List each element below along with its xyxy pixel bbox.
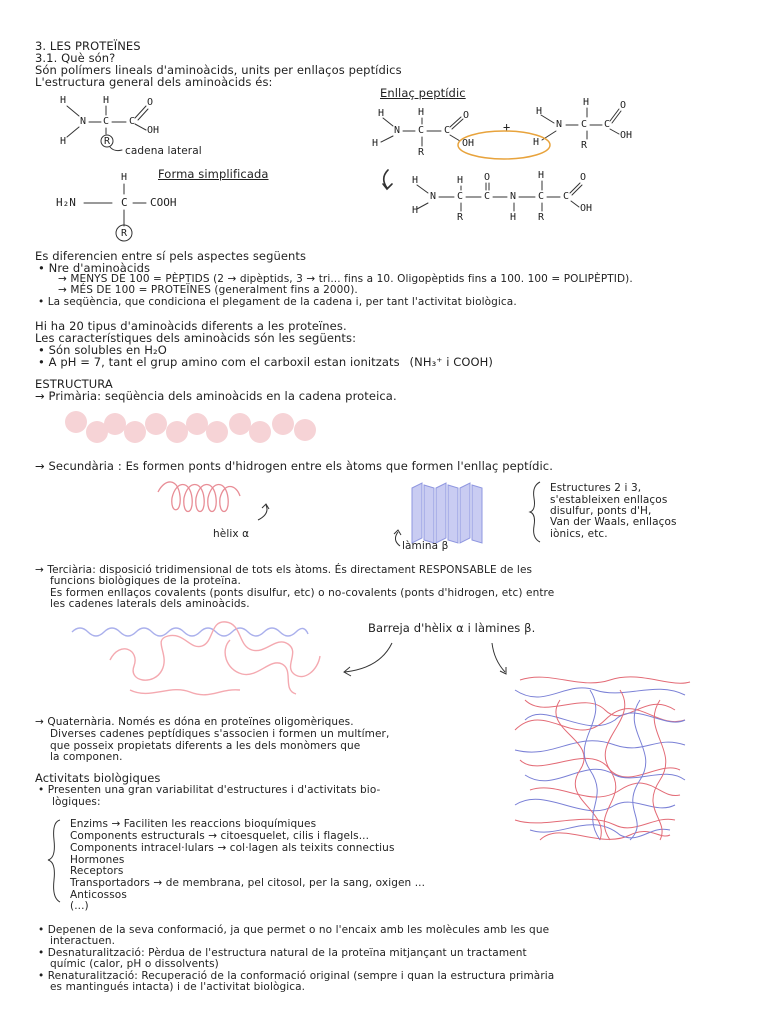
tertiary-line-3: Es formen enllaços covalents (ponts disulfur, etc) o no-covalents (ponts d'hidrogen, etc) entre [50,587,555,599]
activities-bullet-1b: interactuen. [50,935,116,947]
atom-r: R [418,147,425,158]
primary-structure: → Primària: seqüència dels aminoàcids en la cadena proteica. [35,389,397,403]
activities-bullet-1: • Depenen de la seva conformació, ja que permet o no l'encaix amb les molècules amb les que [38,924,550,936]
sheet-label: làmina β [402,540,449,552]
atom-h2n: H₂N [56,196,76,209]
activities-heading: Activitats biològiques [35,771,161,785]
atom-cooh: COOH [150,196,177,209]
atom-h: H [60,136,67,147]
aa-types-line-4 [38,356,493,369]
tertiary-line-4: les cadenes laterals dels aminoàcids. [50,598,250,610]
note-line: Van der Waals, enllaços [550,516,677,528]
atom-c: C [538,191,545,202]
list-item: (...) [70,900,89,912]
subsection-title: 3.1. Què són? [35,51,116,65]
aa-types-line-4-text: • A pH = 7, tant el grup amino com el carboxil estan ionitzats [38,355,400,369]
activities-intro-2: lògiques: [52,796,101,808]
list-item: Transportadors → de membrana, pel citosol, per la sang, oxigen ... [70,877,426,889]
atom-c: C [484,191,491,202]
atom-r: R [121,228,128,239]
atom-c: C [563,191,570,202]
atom-n: N [510,191,517,202]
atom-r: R [538,212,545,223]
atom-h: H [121,172,128,183]
activities-bullet-2b: químic (calor, pH o dissolvents) [50,958,219,970]
atom-h: H [510,212,517,223]
side-chain-label: cadena lateral [125,145,202,157]
intro-line-2: L'estructura general dels aminoàcids és: [35,75,273,89]
differences-bullet-1: • Nre d'aminoàcids [38,261,151,275]
mix-label: Barreja d'hèlix α i làmines β. [368,621,536,635]
atom-h: H [372,138,379,149]
atom-r: R [104,136,111,147]
structure-heading: ESTRUCTURA [35,377,113,391]
list-item: Receptors [70,865,124,877]
aa-types-formula: (NH₃⁺ i COOH) [409,355,494,369]
note-line: s'estableixen enllaços [550,494,668,506]
aa-types-line-1: Hi ha 20 tipus d'aminoàcids diferents a les proteïnes. [35,319,347,333]
differences-bullet-2: • La seqüència, que condiciona el plegament de la cadena i, per tant l'activitat biològica. [38,296,517,308]
atom-o: O [620,100,627,111]
quaternary-line-2: Diverses cadenes peptídiques s'associen i formen un multímer, [50,728,390,740]
atom-h: H [538,170,545,181]
atom-oh: OH [462,138,475,149]
peptide-bond-title: Enllaç peptídic [380,86,466,100]
atom-c: C [418,125,425,136]
atom-h: H [536,106,543,117]
note-line: Estructures 2 i 3, [550,482,642,494]
atom-c: C [581,119,588,130]
atom-o: O [580,172,587,183]
atom-c: C [457,191,464,202]
atom-o: O [484,172,491,183]
atom-c: C [103,116,110,127]
atom-h: H [457,175,464,186]
atom-c: C [121,196,128,209]
note-line: iònics, etc. [550,528,608,540]
quaternary-line-3: que posseix propietats diferents a les dels monòmers que [50,740,361,752]
tertiary-line-2: funcions biològiques de la proteïna. [50,575,241,587]
atom-h: H [60,95,67,106]
differences-bullet-1a: → MENYS DE 100 = PÈPTIDS (2 → dipèptids, 3 → tri... fins a 10. Oligopèptids fins a 100. 100 = POLIPÈPTID). [58,273,633,285]
activities-bullet-3: • Renaturalització: Recuperació de la conformació original (sempre i quan la estructura primària [38,970,555,982]
atom-n: N [394,125,401,136]
list-item: Components intracel·lulars → col·lagen als teixits connectius [70,842,395,854]
quaternary-line-1: → Quaternària. Només es dóna en proteïnes oligomèriques. [35,716,354,728]
note-line: disulfur, ponts d'H, [550,505,652,517]
section-title: 3. LES PROTEÏNES [35,39,141,53]
atom-c: C [444,125,451,136]
activities-intro-1: • Presenten una gran variabilitat d'estructures i d'activitats bio- [38,784,381,796]
simplified-title: Forma simplificada [158,167,269,181]
atom-n: N [430,191,437,202]
atom-h: H [103,95,110,106]
atom-h: H [418,107,425,118]
atom-r: R [457,212,464,223]
atom-o: O [463,110,470,121]
intro-line-1: Són polímers lineals d'aminoàcids, units per enllaços peptídics [35,63,402,77]
atom-h: H [412,175,419,186]
atom-oh: OH [620,130,633,141]
tertiary-line-1: → Terciària: disposició tridimensional de tots els àtoms. És directament RESPONSABLE de les [35,564,533,576]
atom-h: H [533,137,540,148]
secondary-structure: → Secundària : Es formen ponts d'hidrogen entre els àtoms que formen l'enllaç peptídic. [35,459,553,473]
atom-n: N [556,119,563,130]
atom-h: H [583,97,590,108]
helix-label: hèlix α [213,528,250,540]
atom-n: N [80,116,87,127]
differences-intro: Es diferencien entre sí pels aspectes següents [35,249,307,263]
list-item: Enzims → Faciliten les reaccions bioquímiques [70,818,317,830]
list-item: Components estructurals → citoesquelet, cilis i flagels... [70,830,370,842]
atom-c: C [129,116,136,127]
quaternary-line-4: la componen. [50,751,123,763]
atom-o: O [147,97,154,108]
list-item: Hormones [70,854,125,866]
atom-oh: OH [147,125,160,136]
atom-h: H [412,205,419,216]
plus-sign: + [503,120,511,134]
atom-oh: OH [580,203,593,214]
atom-c: C [604,119,611,130]
aa-types-line-2: Les característiques dels aminoàcids són les següents: [35,331,357,345]
differences-bullet-1b: → MÉS DE 100 = PROTEÏNES (generalment fins a 2000). [58,284,358,296]
atom-r: R [581,140,588,151]
list-item: Anticossos [70,889,127,901]
atom-h: H [378,108,385,119]
aa-types-line-3: • Són solubles en H₂O [38,343,167,357]
activities-bullet-3b: es mantingués intacta) i de l'activitat biològica. [50,981,306,993]
activities-bullet-2: • Desnaturalització: Pèrdua de l'estructura natural de la proteïna mitjançant un tractament [38,947,527,959]
